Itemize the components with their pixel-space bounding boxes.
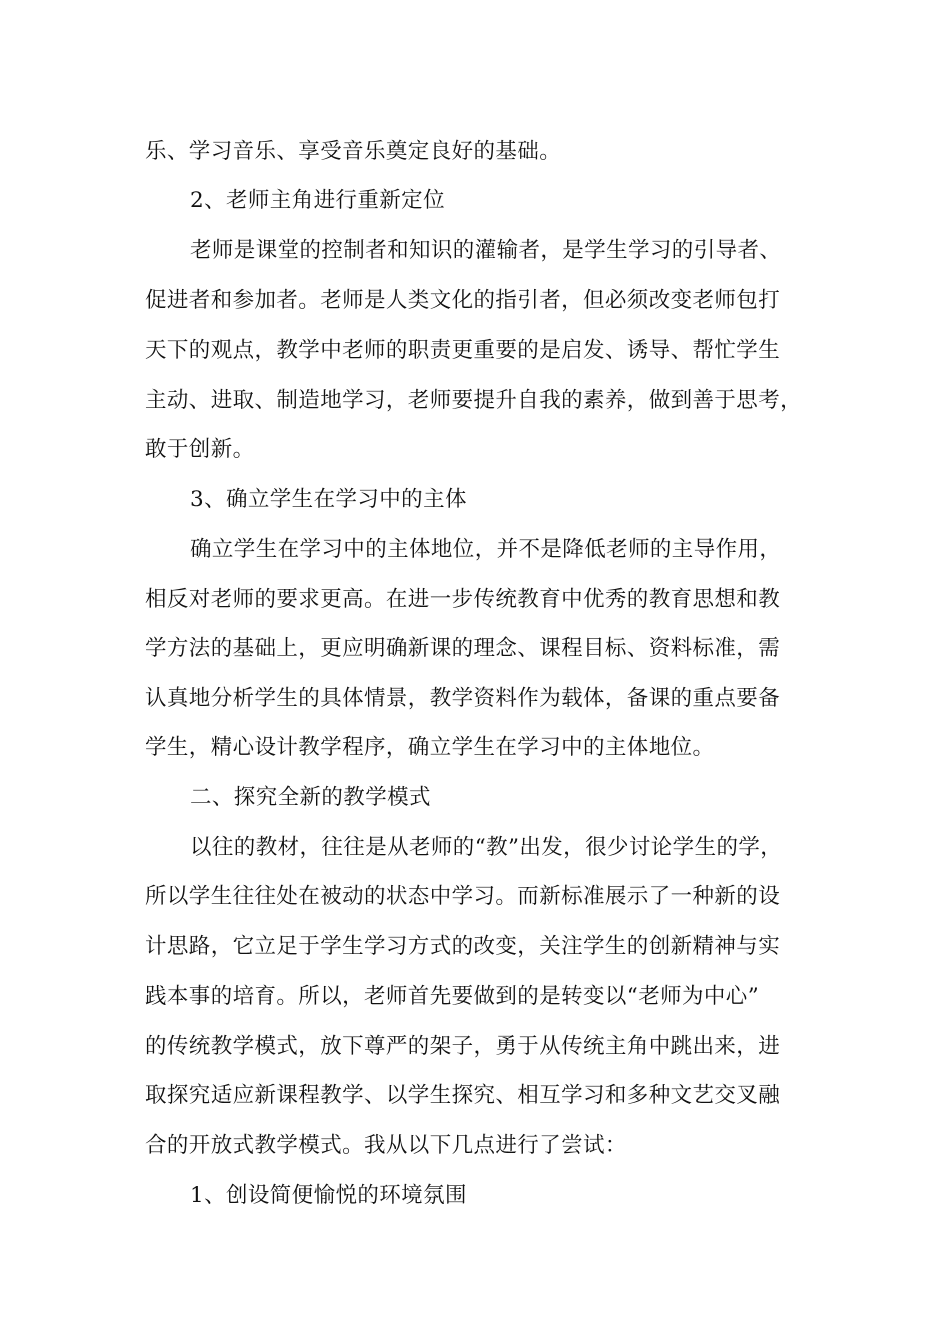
text-line-11: 学方法的基础上，更应明确新课的理念、课程目标、资料标准，需 [145,636,781,661]
text-line-15: 以往的教材，往往是从老师的“教”出发，很少讨论学生的学， [190,835,783,860]
text-line-16: 所以学生往往处在被动的状态中学习。而新标准展示了一种新的设 [145,884,781,909]
text-line-7: 敢于创新。 [145,437,255,462]
text-line-21: 合的开放式教学模式。我从以下几点进行了尝试： [145,1133,627,1158]
text-line-4: 促进者和参加者。老师是人类文化的指引者，但必须改变老师包打 [145,288,781,313]
text-line-13: 学生，精心设计教学程序，确立学生在学习中的主体地位。 [145,735,715,760]
text-line-12: 认真地分析学生的具体情景，教学资料作为载体，备课的重点要备 [145,686,781,711]
section-heading-3: 3、确立学生在学习中的主体 [190,487,467,512]
text-line-20: 取探究适应新课程教学、以学生探究、相互学习和多种文艺交叉融 [145,1083,781,1108]
text-line-19: 的传统教学模式，放下尊严的架子，勇于从传统主角中跳出来，进 [145,1034,781,1059]
text-line-3: 老师是课堂的控制者和知识的灌输者，是学生学习的引导者、 [190,238,782,263]
text-line-10: 相反对老师的要求更高。在进一步传统教育中优秀的教育思想和教 [145,587,781,612]
text-line-5: 天下的观点，教学中老师的职责更重要的是启发、诱导、帮忙学生 [145,338,781,363]
text-line-9: 确立学生在学习中的主体地位，并不是降低老师的主导作用， [190,537,782,562]
text-line-17: 计思路，它立足于学生学习方式的改变，关注学生的创新精神与实 [145,934,781,959]
section-heading-two: 二、探究全新的教学模式 [190,785,431,810]
section-heading-2: 2、老师主角进行重新定位 [190,188,445,213]
section-heading-1: 1、创设简便愉悦的环境氛围 [190,1183,467,1208]
text-line-18: 践本事的培育。所以，老师首先要做到的是转变以“老师为中心” [145,984,760,1009]
text-line-1: 乐、学习音乐、享受音乐奠定良好的基础。 [145,139,562,164]
text-line-6: 主动、进取、制造地学习，老师要提升自我的素养，做到善于思考， [145,388,803,413]
